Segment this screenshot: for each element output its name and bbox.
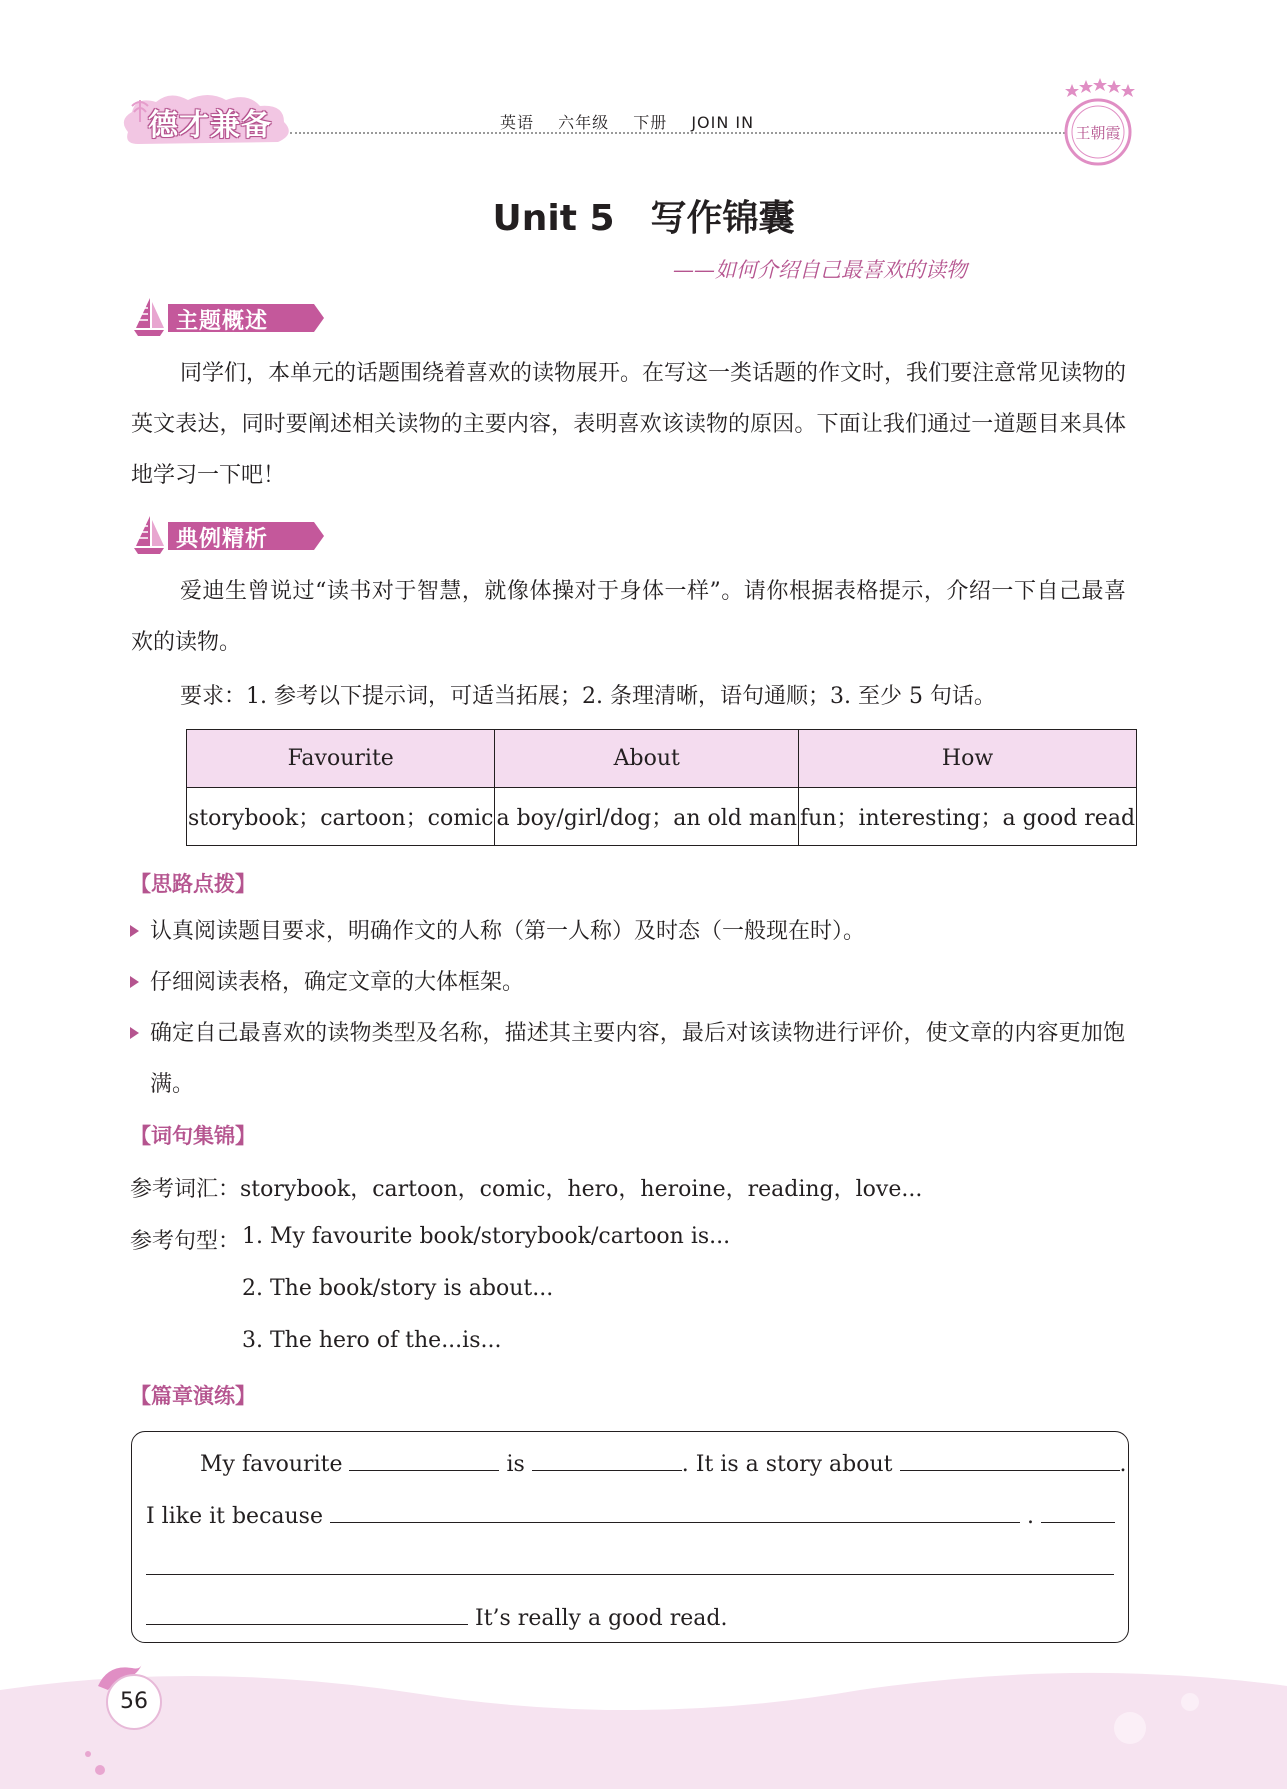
- blank-next[interactable]: [1041, 1500, 1115, 1523]
- page-subtitle: ——如何介绍自己最喜欢的读物: [673, 258, 967, 282]
- writing-line-1: [200, 1448, 1127, 1477]
- badge-text: 王朝霞: [1075, 124, 1121, 142]
- table-cell: fun；interesting；a good read: [799, 788, 1137, 846]
- blank-final[interactable]: [146, 1602, 468, 1625]
- text-fragment: is: [506, 1452, 525, 1477]
- tip-item: [130, 1008, 1125, 1110]
- example-requirement: 要求：1. 参考以下提示词，可适当拓展；2. 条理清晰，语句通顺；3. 至少 5 句话。: [180, 684, 996, 709]
- table-header: About: [495, 730, 799, 788]
- table-cell: a boy/girl/dog；an old man: [495, 788, 799, 846]
- writing-line-2: [146, 1500, 1115, 1529]
- pattern-label: 参考句型：: [130, 1229, 241, 1254]
- pattern-item: 1. My favourite book/storybook/cartoon is...: [242, 1224, 731, 1249]
- ideas-heading: 【思路点拨】: [130, 872, 256, 896]
- logo-text: 德才兼备: [148, 108, 272, 143]
- text-fragment: .: [1119, 1452, 1127, 1477]
- badge-seal-icon: [1058, 78, 1138, 170]
- edition: JOIN IN: [691, 113, 755, 132]
- section-banner-overview: [128, 296, 328, 340]
- text-fragment: .: [1027, 1504, 1034, 1529]
- table-cell: storybook；cartoon；comic: [187, 788, 495, 846]
- table-header: How: [799, 730, 1137, 788]
- volume: 下册: [633, 113, 668, 132]
- reference-vocabulary: 参考词汇：storybook，cartoon，comic，hero，heroine，reading，love...: [130, 1177, 923, 1202]
- triangle-bullet-icon: [130, 925, 139, 937]
- pattern-item: 3. The hero of the...is...: [242, 1328, 502, 1353]
- table-row: [187, 788, 1137, 846]
- subject: 英语: [500, 113, 535, 132]
- text-fragment: It’s really a good read.: [475, 1606, 728, 1631]
- tip-text: 仔细阅读表格，确定文章的大体框架。: [150, 970, 525, 995]
- triangle-bullet-icon: [130, 1027, 139, 1039]
- section-banner-example: [128, 514, 328, 558]
- tip-item: [130, 906, 1130, 957]
- page-title: Unit 5 写作锦囊: [492, 198, 795, 239]
- triangle-bullet-icon: [130, 976, 139, 988]
- tip-item: [130, 957, 1130, 1008]
- phrases-heading: 【词句集锦】: [130, 1124, 256, 1148]
- section-label-overview: 主题概述: [176, 309, 269, 334]
- tip-text: 认真阅读题目要求，明确作文的人称（第一人称）及时态（一般现在时）。: [150, 919, 866, 944]
- table-header-row: [187, 730, 1137, 788]
- hint-table: [186, 729, 1137, 846]
- blank-reason[interactable]: [330, 1500, 1020, 1523]
- section-label-example: 典例精析: [176, 527, 269, 552]
- grade: 六年级: [558, 113, 610, 132]
- practice-heading: 【篇章演练】: [130, 1384, 256, 1408]
- table-header: Favourite: [187, 730, 495, 788]
- writing-box: [131, 1431, 1129, 1643]
- book-info: [500, 110, 772, 133]
- example-prompt: 爱迪生曾说过“读书对于智慧，就像体操对于身体一样”。请你根据表格提示，介绍一下自己最喜欢的读物。: [131, 579, 1126, 655]
- overview-paragraph: 同学们，本单元的话题围绕着喜欢的读物展开。在写这一类话题的作文时，我们要注意常见读物的英文表达，同时要阐述相关读物的主要内容，表明喜欢该读物的原因。下面让我们通过一道题目来具体地学习一下吧！: [131, 361, 1127, 488]
- footer-wave-decoration: [0, 1650, 1287, 1789]
- pattern-item: 2. The book/story is about...: [242, 1276, 554, 1301]
- tip-text: 确定自己最喜欢的读物类型及名称，描述其主要内容，最后对该读物进行评价，使文章的内容更加饱满。: [150, 1021, 1125, 1097]
- blank-favourite[interactable]: [349, 1448, 499, 1471]
- writing-line-4: [146, 1602, 727, 1631]
- series-logo: [118, 92, 296, 148]
- text-fragment: My favourite: [200, 1452, 343, 1477]
- page-number: 56: [106, 1674, 162, 1730]
- blank-title[interactable]: [532, 1448, 682, 1471]
- blank-line-3[interactable]: [146, 1552, 1114, 1575]
- author-badge: [1058, 78, 1138, 170]
- blank-about[interactable]: [900, 1448, 1120, 1471]
- text-fragment: I like it because: [146, 1504, 323, 1529]
- text-fragment: . It is a story about: [681, 1452, 893, 1477]
